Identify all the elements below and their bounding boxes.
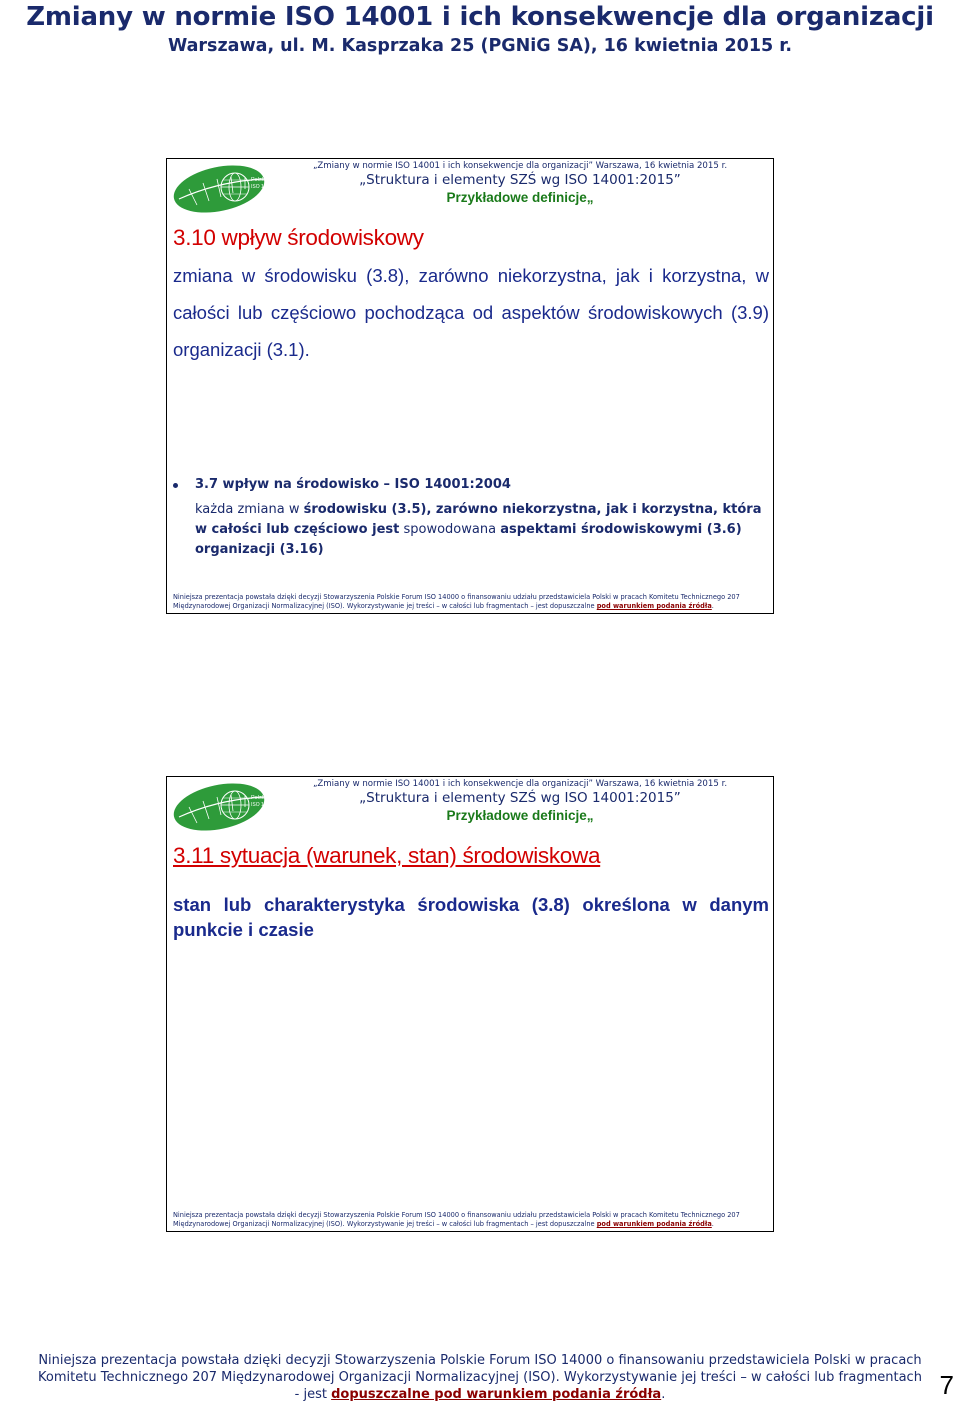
slide-footer: Niniejsza prezentacja powstała dzięki decyzji Stowarzyszenia Polskie Forum ISO 14000 o finansowaniu udziału przedstawiciela Polski w pracach Komitetu Technicznego 207 Międzynarodowej Organizacji Normalizacyjnej (ISO). Wykorzystywanie jej treści – w całości lub fragmentach – jest dopuszczalne pod warunkiem podania źródła.: [173, 593, 740, 610]
slide-header-definitions: Przykładowe definicje„: [446, 808, 594, 823]
page-subtitle: Warszawa, ul. M. Kasprzaka 25 (PGNiG SA), 16 kwietnia 2015 r.: [167, 36, 793, 56]
bullet-dot-icon: [173, 483, 178, 488]
slide-1: [166, 158, 774, 614]
page-footer: Niniejsza prezentacja powstała dzięki decyzji Stowarzyszenia Polskie Forum ISO 14000 o finansowaniu przedstawiciela Polski w pracach Komitetu Technicznego 207 Międzynarodowej Organizacji Normalizacyjnej (ISO). Wykorzystywanie jej treści – w całości lub fragmentach - jest dopuszczalne pod warunkiem podania źródła.: [38, 1353, 922, 1402]
slide-header-definitions: Przykładowe definicje„: [446, 190, 594, 205]
slide-footer: Niniejsza prezentacja powstała dzięki decyzji Stowarzyszenia Polskie Forum ISO 14000 o finansowaniu udziału przedstawiciela Polski w pracach Komitetu Technicznego 207 Międzynarodowej Organizacji Normalizacyjnej (ISO). Wykorzystywanie jej treści – w całości lub fragmentach – jest dopuszczalne pod warunkiem podania źródła.: [173, 1211, 740, 1228]
section-title: 3.10 wpływ środowiskowy: [173, 225, 424, 250]
bullet-old-definition: [173, 477, 767, 560]
source-link[interactable]: pod warunkiem podania źródła: [596, 602, 712, 610]
logo-text-2: ISO 14000: [251, 184, 275, 190]
definition-text: stan lub charakterystyka środowiska (3.8) określona w danym punkcie i czasie: [173, 894, 769, 940]
slide-header-structure: „Struktura i elementy SZŚ wg ISO 14001:2015”: [359, 172, 681, 188]
slide-2: [166, 776, 774, 1232]
slide-header-structure: „Struktura i elementy SZŚ wg ISO 14001:2015”: [359, 790, 681, 806]
logo-text-1: Polskie Forum: [251, 177, 287, 183]
page-number: 7: [939, 1370, 954, 1400]
logo-text-1: Polskie Forum: [251, 795, 287, 801]
slide-header-meta: „Zmiany w normie ISO 14001 i ich konsekwencje dla organizacji” Warszawa, 16 kwietnia 2015 r.: [312, 161, 728, 171]
section-title: 3.11 sytuacja (warunek, stan) środowiskowa: [173, 843, 601, 868]
bullet-body: każda zmiana w środowisku (3.5), zarówno niekorzystna, jak i korzystna, która w całości lub częściowo jest spowodowana aspektami środowiskowymi (3.6) organizacji (3.16): [195, 502, 762, 557]
source-link[interactable]: pod warunkiem podania źródła: [596, 1220, 712, 1228]
page-footer-source-link[interactable]: dopuszczalne pod warunkiem podania źródła: [331, 1387, 662, 1402]
slide-header-meta: „Zmiany w normie ISO 14001 i ich konsekwencje dla organizacji” Warszawa, 16 kwietnia 2015 r.: [312, 779, 728, 789]
logo-text-2: ISO 14000: [251, 802, 275, 808]
page-header: [0, 0, 960, 56]
definition-text: zmiana w środowisku (3.8), zarówno niekorzystna, jak i korzystna, w całości lub częściowo pochodząca od aspektów środowiskowych (3.9) organizacji (3.1).: [173, 265, 769, 360]
page-title: Zmiany w normie ISO 14001 i ich konsekwencje dla organizacji: [26, 2, 934, 32]
bullet-title: 3.7 wpływ na środowisko – ISO 14001:2004: [173, 477, 767, 492]
